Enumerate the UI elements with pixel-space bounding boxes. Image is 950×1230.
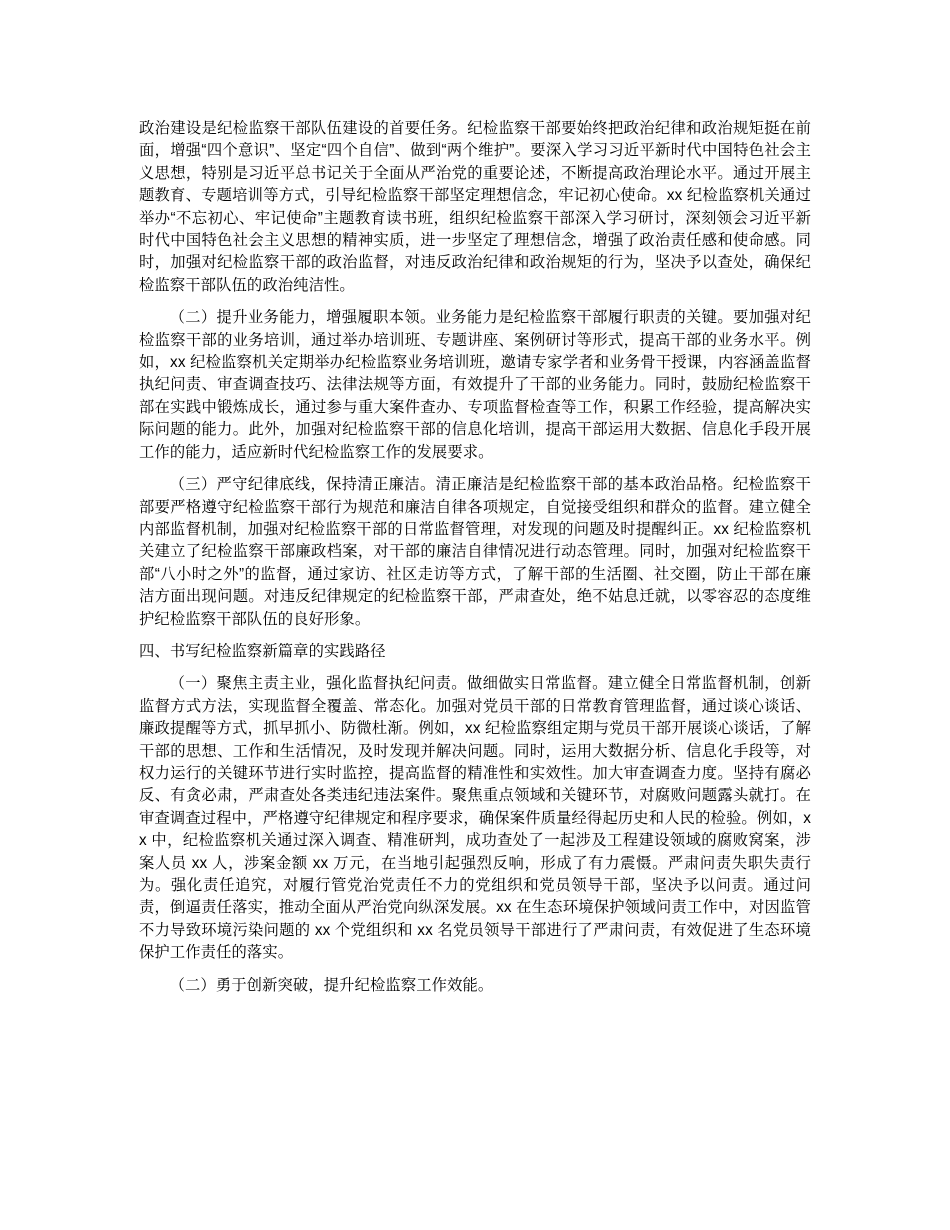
section-heading-four: 四、书写纪检监察新篇章的实践路径 xyxy=(139,642,386,660)
paragraph-section-2: （二）提升业务能力，增强履职本领。业务能力是纪检监察干部履行职责的关键。要加强对纪检监察干部的业务培训，通过举办培训班、专题讲座、案例研讨等形式，提高干部的业务水平。例如，xx 纪检监察机关定期举办纪检监察业务培训班，邀请专家学者和业务骨干授课，内容涵盖监督执纪问责、审查调查技巧、法律法规等方面，有效提升了干部的业务能力。同时，鼓励纪检监察干部在实践中锻炼成长，通过参与重大案件查办、专项监督检查等工作，积累工作经验，提高解决实际问题的能力。此外，加强对纪检监察干部的信息化培训，提高干部运用大数据、信息化手段开展工作的能力，适应新时代纪检监察工作的发展要求。 xyxy=(139,309,811,461)
paragraph-section-4-2: （二）勇于创新突破，提升纪检监察工作效能。 xyxy=(169,976,494,994)
document-text-column xyxy=(139,118,811,997)
paragraph-section-3: （三）严守纪律底线，保持清正廉洁。清正廉洁是纪检监察干部的基本政治品格。纪检监察干部要严格遵守纪检监察干部行为规范和廉洁自律各项规定，自觉接受组织和群众的监督。建立健全内部监督机制，加强对纪检监察干部的日常监督管理，对发现的问题及时提醒纠正。xx 纪检监察机关建立了纪检监察干部廉政档案，对干部的廉洁自律情况进行动态管理。同时，加强对纪检监察干部“八小时之外”的监督，通过家访、社区走访等方式，了解干部的生活圈、社交圈，防止干部在廉洁方面出现问题。对违反纪律规定的纪检监察干部，严肃查处，绝不姑息迁就，以零容忍的态度维护纪检监察干部队伍的良好形象。 xyxy=(139,476,811,628)
paragraph-continued: 政治建设是纪检监察干部队伍建设的首要任务。纪检监察干部要始终把政治纪律和政治规矩挺在前面，增强“四个意识”、坚定“四个自信”、做到“两个维护”。要深入学习习近平新时代中国特色社会主义思想，特别是习近平总书记关于全面从严治党的重要论述，不断提高政治理论水平。通过开展主题教育、专题培训等方式，引导纪检监察干部坚定理想信念，牢记初心使命。xx 纪检监察机关通过举办“不忘初心、牢记使命”主题教育读书班，组织纪检监察干部深入学习研讨，深刻领会习近平新时代中国特色社会主义思想的精神实质，进一步坚定了理想信念，增强了政治责任感和使命感。同时，加强对纪检监察干部的政治监督，对违反政治纪律和政治规矩的行为，坚决予以查处，确保纪检监察干部队伍的政治纯洁性。 xyxy=(139,120,811,294)
paragraph-section-4-1: （一）聚焦主责主业，强化监督执纪问责。做细做实日常监督。建立健全日常监督机制，创新监督方式方法，实现监督全覆盖、常态化。加强对党员干部的日常教育管理监督，通过谈心谈话、廉政提醒等方式，抓早抓小、防微杜渐。例如，xx 纪检监察组定期与党员干部开展谈心谈话，了解干部的思想、工作和生活情况，及时发现并解决问题。同时，运用大数据分析、信息化手段等，对权力运行的关键环节进行实时监控，提高监督的精准性和实效性。加大审查调查力度。坚持有腐必反、有贪必肃，严肃查处各类违纪违法案件。聚焦重点领域和关键环节，对腐败问题露头就打。在审查调查过程中，严格遵守纪律规定和程序要求，确保案件质量经得起历史和人民的检验。例如，xx 中，纪检监察机关通过深入调查、精准研判，成功查处了一起涉及工程建设领域的腐败窝案，涉案人员 xx 人，涉案金额 xx 万元，在当地引起强烈反响，形成了有力震慑。严肃问责失职失责行为。强化责任追究，对履行管党治党责任不力的党组织和党员领导干部，坚决予以问责。通过问责，倒逼责任落实，推动全面从严治党向纵深发展。xx 在生态环境保护领域问责工作中，对因监管不力导致环境污染问题的 xx 个党组织和 xx 名党员领导干部进行了严肃问责，有效促进了生态环境保护工作责任的落实。 xyxy=(139,675,811,962)
